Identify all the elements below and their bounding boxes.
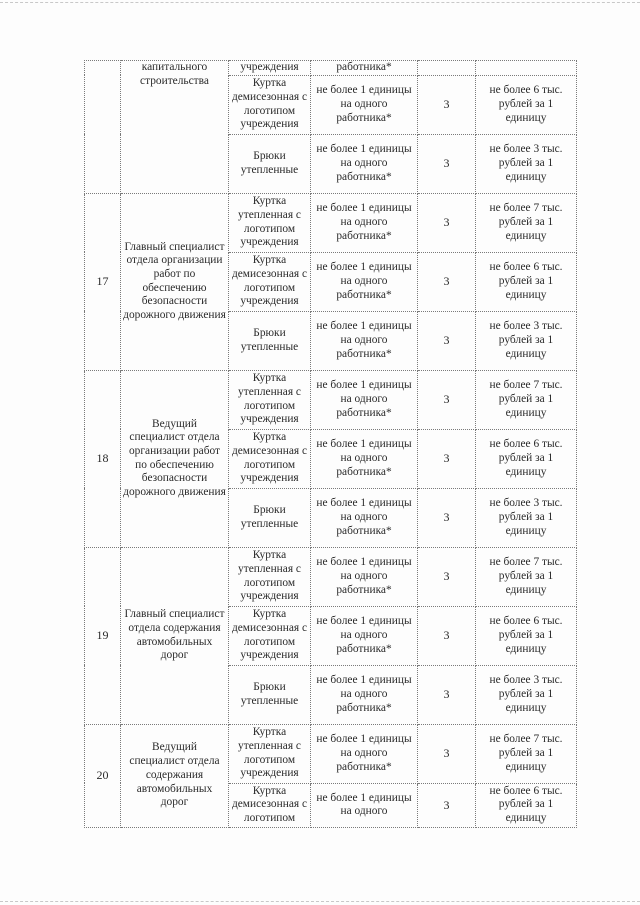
issue-norm-cell: не более 1 единицы на одного работника* [311,665,418,724]
price-limit-cell: не более 3 тыс. рублей за 1 единицу [476,665,577,724]
item-name-cell: Брюки утепленные [229,311,311,370]
wear-period-cell: 3 [418,193,476,252]
wear-period-cell: 3 [418,370,476,429]
issue-norm-cell: работника* [311,61,418,76]
wear-period-cell: 3 [418,665,476,724]
issue-norm-cell: не более 1 единицы на одного работника* [311,75,418,134]
wear-period-cell [418,61,476,76]
price-limit-cell: не более 3 тыс. рублей за 1 единицу [476,311,577,370]
issue-norm-cell: не более 1 единицы на одного работника* [311,252,418,311]
position-title-cell: капитального строительства [121,61,229,194]
price-limit-cell: не более 6 тыс. рублей за 1 единицу [476,606,577,665]
item-name-cell: Куртка демисезонная с логотипом учреждения [229,606,311,665]
wear-period-cell: 3 [418,429,476,488]
row-number-cell: 20 [85,724,121,827]
price-limit-cell: не более 7 тыс. рублей за 1 единицу [476,547,577,606]
item-name-cell: Куртка демисезонная с логотипом учреждения [229,75,311,134]
issue-norm-cell: не более 1 единицы на одного работника* [311,606,418,665]
item-name-cell: Куртка демисезонная с логотипом учреждения [229,252,311,311]
price-limit-cell: не более 3 тыс. рублей за 1 единицу [476,488,577,547]
page-top-edge [0,2,640,4]
wear-period-cell: 3 [418,724,476,783]
item-name-cell: Куртка утепленная с логотипом учреждения [229,370,311,429]
table-row [85,370,577,429]
issue-norm-cell: не более 1 единицы на одного работника* [311,311,418,370]
wear-period-cell: 3 [418,488,476,547]
table-row [85,61,577,76]
wear-period-cell: 3 [418,311,476,370]
item-name-cell: Куртка утепленная с логотипом учреждения [229,193,311,252]
issue-norm-cell: не более 1 единицы на одного работника* [311,724,418,783]
position-title-cell: Ведущий специалист отдела организации работ по обеспечению безопасности дорожного движения [121,370,229,547]
issue-norm-cell: не более 1 единицы на одного работника* [311,488,418,547]
item-name-cell: Брюки утепленные [229,665,311,724]
price-limit-cell: не более 6 тыс. рублей за 1 единицу [476,75,577,134]
issue-norm-cell: не более 1 единицы на одного работника* [311,193,418,252]
table-row [85,547,577,606]
item-name-cell: учреждения [229,61,311,76]
issue-norm-cell: не более 1 единицы на одного работника* [311,134,418,193]
price-limit-cell: не более 7 тыс. рублей за 1 единицу [476,724,577,783]
price-limit-cell [476,61,577,76]
wear-period-cell: 3 [418,547,476,606]
price-limit-cell: не более 7 тыс. рублей за 1 единицу [476,193,577,252]
issue-norm-cell: не более 1 единицы на одного работника* [311,547,418,606]
price-limit-cell: не более 6 тыс. рублей за 1 единицу [476,429,577,488]
table-row [85,193,577,252]
wear-period-cell: 3 [418,252,476,311]
row-number-cell: 18 [85,370,121,547]
position-title-cell: Главный специалист отдела содержания автомобильных дорог [121,547,229,724]
item-name-cell: Брюки утепленные [229,488,311,547]
position-title-cell: Ведущий специалист отдела содержания автомобильных дорог [121,724,229,827]
workwear-norms-table [84,60,577,828]
wear-period-cell: 3 [418,783,476,827]
item-name-cell: Куртка утепленная с логотипом учреждения [229,547,311,606]
item-name-cell: Брюки утепленные [229,134,311,193]
wear-period-cell: 3 [418,606,476,665]
table-row [85,724,577,783]
wear-period-cell: 3 [418,134,476,193]
wear-period-cell: 3 [418,75,476,134]
position-title-cell: Главный специалист отдела организации работ по обеспечению безопасности дорожного движения [121,193,229,370]
price-limit-cell: не более 7 тыс. рублей за 1 единицу [476,370,577,429]
row-number-cell [85,61,121,194]
price-limit-cell: не более 6 тыс. рублей за 1 единицу [476,252,577,311]
item-name-cell: Куртка демисезонная с логотипом учреждения [229,429,311,488]
issue-norm-cell: не более 1 единицы на одного [311,783,418,827]
row-number-cell: 17 [85,193,121,370]
price-limit-cell: не более 6 тыс. рублей за 1 единицу [476,783,577,827]
page-bottom-edge [0,901,640,903]
issue-norm-cell: не более 1 единицы на одного работника* [311,429,418,488]
item-name-cell: Куртка демисезонная с логотипом [229,783,311,827]
row-number-cell: 19 [85,547,121,724]
table-body [85,61,577,828]
price-limit-cell: не более 3 тыс. рублей за 1 единицу [476,134,577,193]
issue-norm-cell: не более 1 единицы на одного работника* [311,370,418,429]
item-name-cell: Куртка утепленная с логотипом учреждения [229,724,311,783]
